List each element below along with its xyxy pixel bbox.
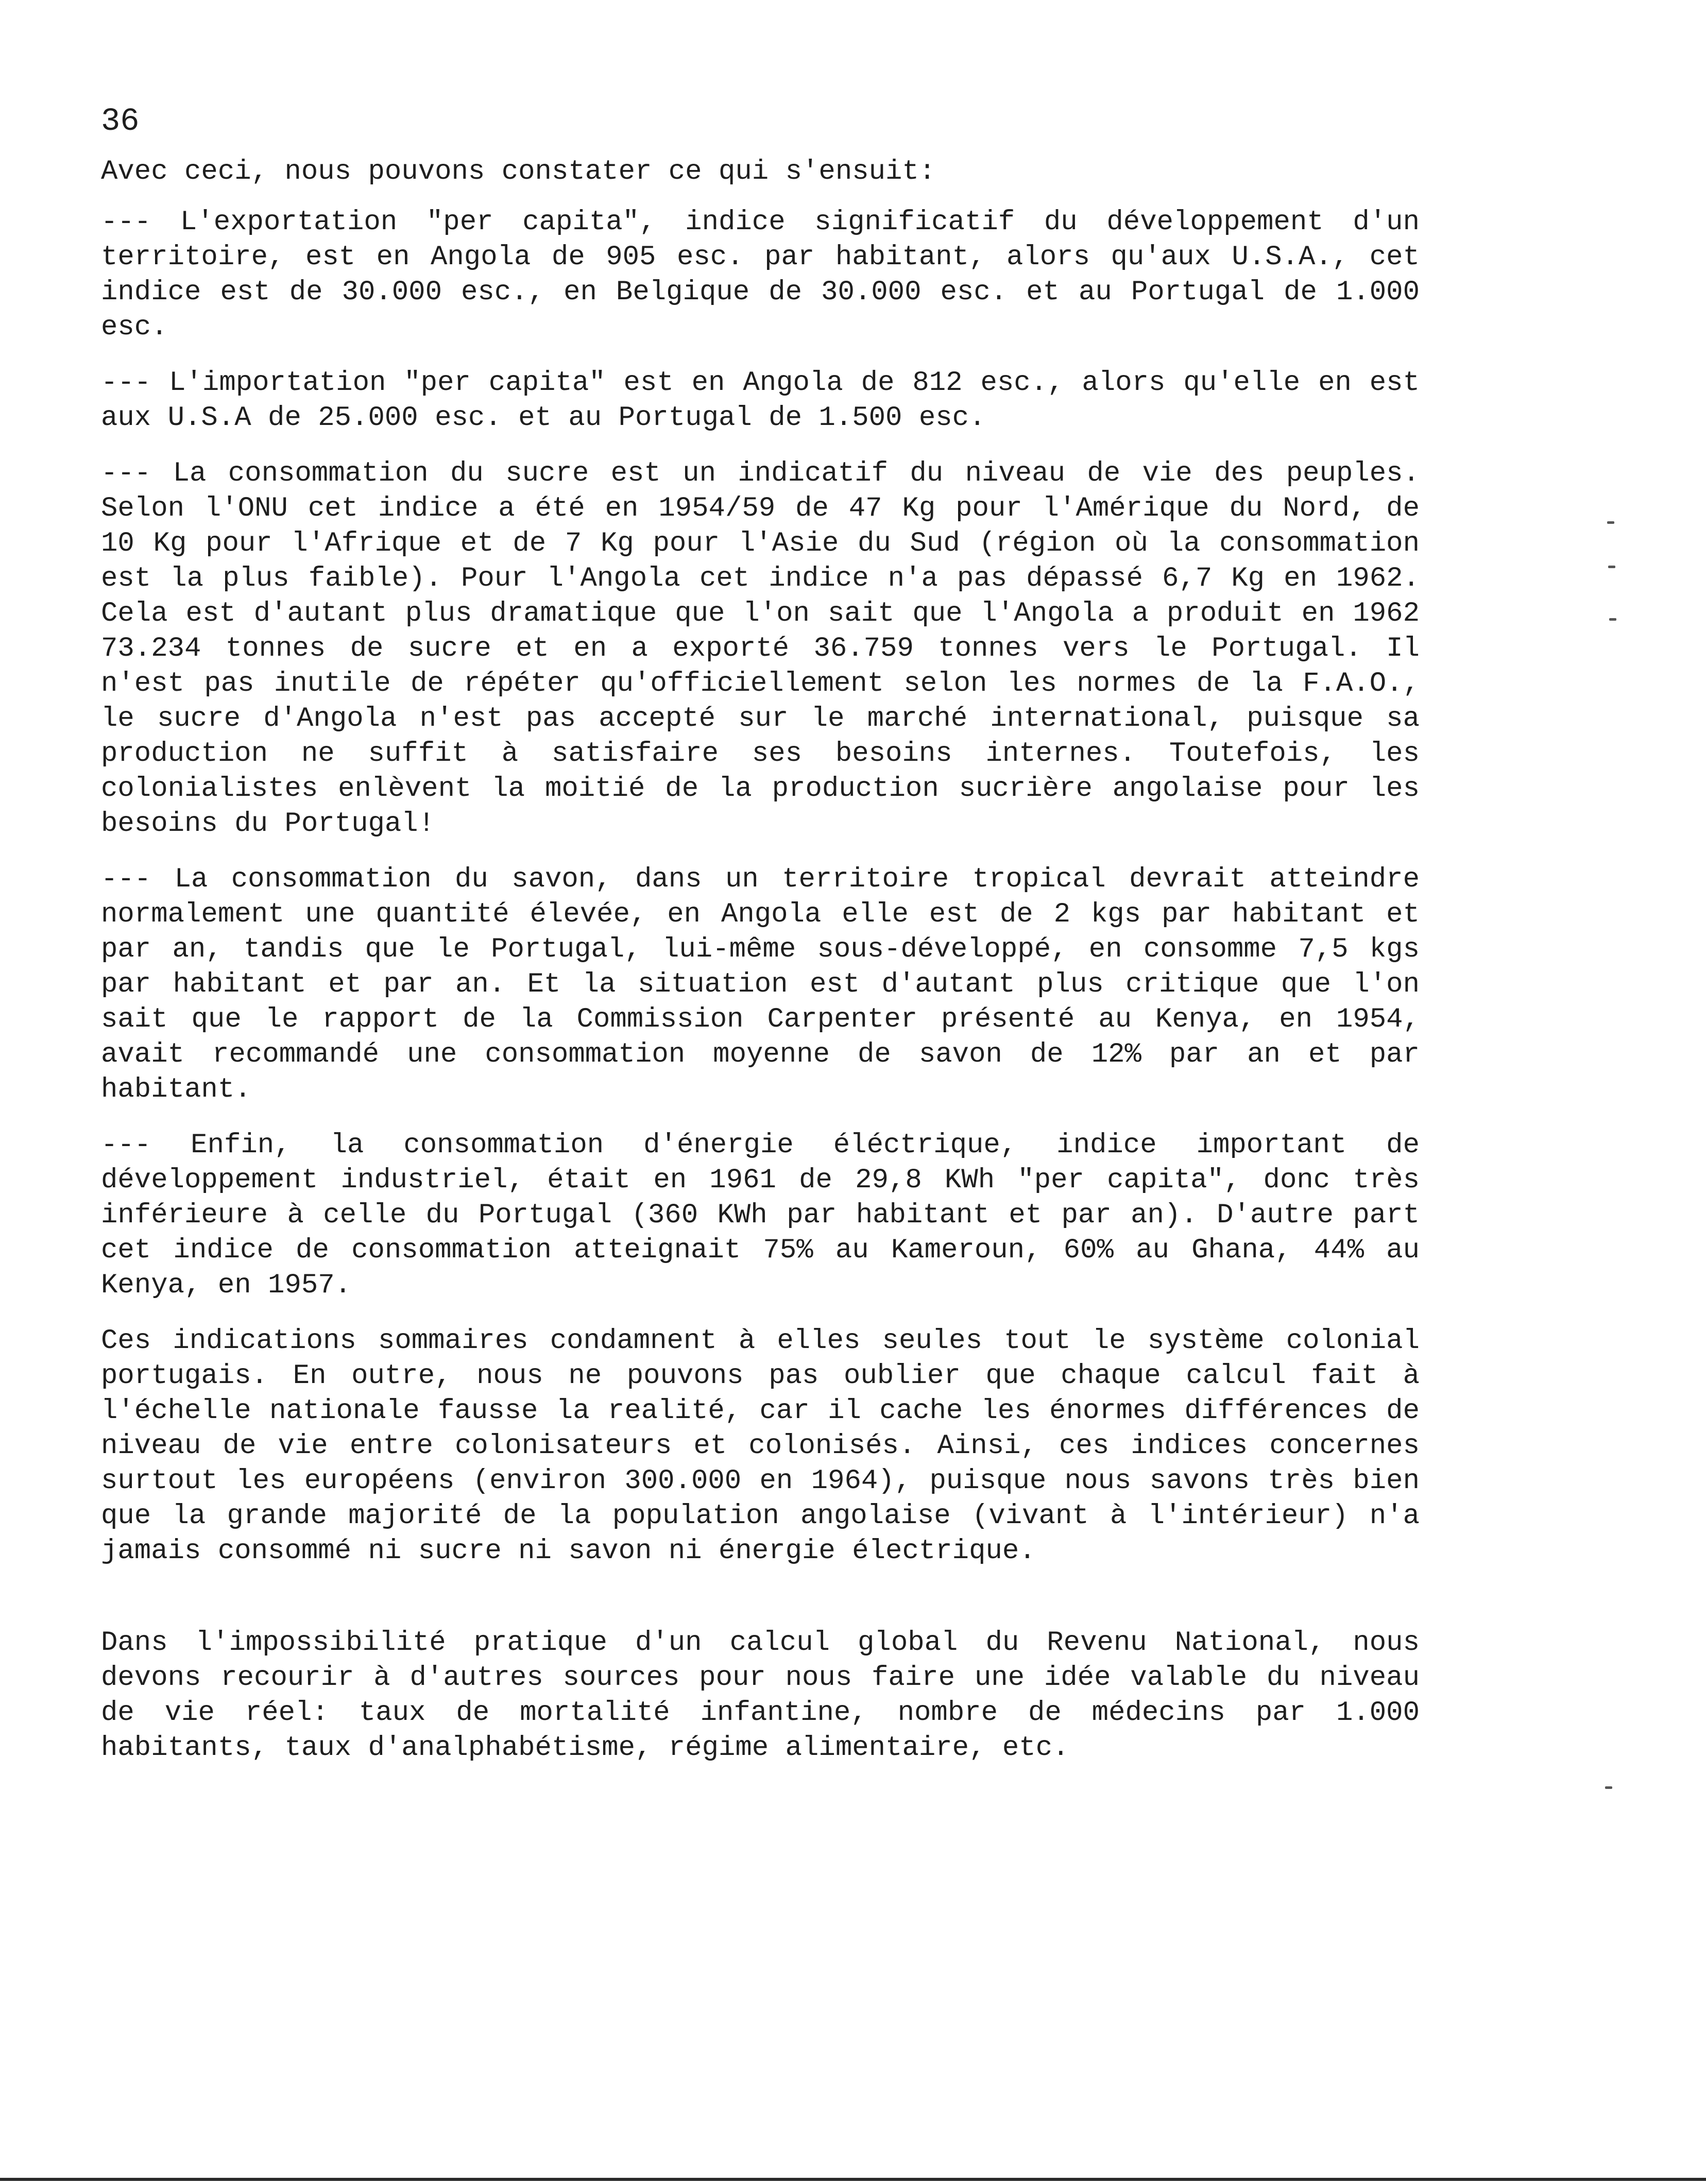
margin-mark — [1609, 618, 1616, 621]
margin-mark — [1607, 521, 1614, 524]
intro-sentence: Avec ceci, nous pouvons constater ce qui s'ensuit: — [101, 156, 936, 187]
page-bottom-edge — [0, 2178, 1706, 2181]
paragraph-savon: --- La consommation du savon, dans un territoire tropical devrait atteindre normalement une quantité élevée, en Angola elle est de 2 kgs par habitant et par an, tandis que le Portugal, lui-même sous-développé, en consomme 7,5 kgs par habitant et par an. Et la situation est d'autant plus critique que l'on sait que le rapport de la Commission Carpenter présenté au Kenya, en 1954, avait recommandé une consommation moyenne de savon de 12% par an et par habitant. — [101, 864, 1420, 1105]
paragraph-sucre: --- La consommation du sucre est un indicatif du niveau de vie des peuples. Selon l'ONU cet indice a été en 1954/59 de 47 Kg pour l'Amérique du Nord, de 10 Kg pour l'Afrique et de 7 Kg pour l'Asie du Sud (région où la consommation est la plus faible). Pour l'Angola cet indice n'a pas dépassé 6,7 Kg en 1962. Cela est d'autant plus dramatique que l'on sait que l'Angola a produit en 1962 73.234 tonnes de sucre et en a exporté 36.759 tonnes vers le Portugal. Il n'est pas inutile de répéter qu'officiellement selon les normes de la F.A.O., le sucre d'Angola n'est pas accepté sur le marché international, puisque sa production ne suffit à satisfaire ses besoins internes. Toutefois, les colonialistes enlèvent la moitié de la production sucrière angolaise pour les besoins du Portugal! — [101, 458, 1420, 840]
margin-mark — [1605, 1786, 1612, 1789]
paragraph-importation: --- L'importation "per capita" est en Angola de 812 esc., alors qu'elle en est aux U.S.A de 25.000 esc. et au Portugal de 1.500 esc. — [101, 367, 1420, 434]
page-number: 36 — [101, 103, 140, 140]
paragraph-exportation: --- L'exportation "per capita", indice significatif du développement d'un territoire, est en Angola de 905 esc. par habitant, alors qu'aux U.S.A., cet indice est de 30.000 esc., en Belgique de 30.000 esc. et au Portugal de 1.000 esc. — [101, 207, 1420, 343]
paragraph-energie: --- Enfin, la consommation d'énergie éléctrique, indice important de développement industriel, était en 1961 de 29,8 KWh "per capita", donc très inférieure à celle du Portugal (360 KWh par habitant et par an). D'autre part cet indice de consommation atteignait 75% au Kameroun, 60% au Ghana, 44% au Kenya, en 1957. — [101, 1130, 1420, 1301]
paragraph-indications: Ces indications sommaires condamnent à elles seules tout le système colonial portugais. En outre, nous ne pouvons pas oublier que chaque calcul fait à l'échelle nationale fausse la realité, car il cache les énormes différences de niveau de vie entre colonisateurs et colonisés. Ainsi, ces indices concernes surtout les européens (environ 300.000 en 1964), puisque nous savons très bien que la grande majorité de la population angolaise (vivant à l'intérieur) n'a jamais consommé ni sucre ni savon ni énergie électrique. — [101, 1325, 1420, 1567]
paragraph-revenu-national: Dans l'impossibilité pratique d'un calcul global du Revenu National, nous devons recourir à d'autres sources pour nous faire une idée valable du niveau de vie réel: taux de mortalité infantine, nombre de médecins par 1.000 habitants, taux d'analphabétisme, régime alimentaire, etc. — [101, 1627, 1420, 1764]
body-text — [101, 155, 1420, 1786]
margin-mark — [1608, 566, 1615, 568]
